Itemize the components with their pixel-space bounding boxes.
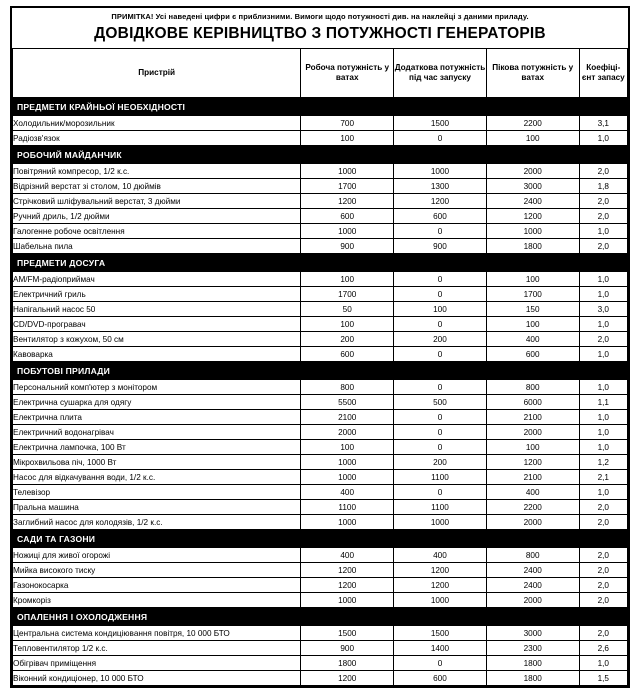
cell-starting-watts: 600 bbox=[394, 671, 487, 686]
cell-surge-factor: 2,0 bbox=[579, 626, 627, 641]
cell-starting-watts: 1500 bbox=[394, 116, 487, 131]
cell-starting-watts: 1300 bbox=[394, 179, 487, 194]
cell-starting-watts: 1200 bbox=[394, 194, 487, 209]
cell-surge-factor: 1,0 bbox=[579, 131, 627, 146]
cell-peak-watts: 2400 bbox=[486, 194, 579, 209]
cell-surge-factor: 1,0 bbox=[579, 224, 627, 239]
cell-starting-watts: 400 bbox=[394, 548, 487, 563]
cell-surge-factor: 1,0 bbox=[579, 347, 627, 362]
cell-device: CD/DVD-програвач bbox=[13, 317, 301, 332]
cell-starting-watts: 200 bbox=[394, 455, 487, 470]
table-row bbox=[13, 179, 628, 194]
cell-peak-watts: 1800 bbox=[486, 239, 579, 254]
table-row bbox=[13, 347, 628, 362]
cell-device: Насос для відкачування води, 1/2 к.с. bbox=[13, 470, 301, 485]
table-row bbox=[13, 593, 628, 608]
note-text: ПРИМІТКА! Усі наведені цифри є приблизними. Вимоги щодо потужності див. на наклейці з даними приладу. bbox=[111, 12, 529, 21]
cell-surge-factor: 2,0 bbox=[579, 209, 627, 224]
cell-starting-watts: 1200 bbox=[394, 563, 487, 578]
cell-surge-factor: 2,0 bbox=[579, 194, 627, 209]
section-header-row bbox=[13, 362, 628, 380]
cell-device: Мийка високого тиску bbox=[13, 563, 301, 578]
cell-peak-watts: 1800 bbox=[486, 671, 579, 686]
cell-peak-watts: 2000 bbox=[486, 515, 579, 530]
table-row bbox=[13, 500, 628, 515]
table-row bbox=[13, 224, 628, 239]
table-row bbox=[13, 470, 628, 485]
cell-starting-watts: 1100 bbox=[394, 500, 487, 515]
cell-peak-watts: 2000 bbox=[486, 425, 579, 440]
cell-starting-watts: 0 bbox=[394, 656, 487, 671]
cell-starting-watts: 600 bbox=[394, 209, 487, 224]
cell-device: Напігальний насос 50 bbox=[13, 302, 301, 317]
cell-starting-watts: 900 bbox=[394, 239, 487, 254]
cell-starting-watts: 0 bbox=[394, 131, 487, 146]
cell-starting-watts: 0 bbox=[394, 224, 487, 239]
cell-peak-watts: 1700 bbox=[486, 287, 579, 302]
table-row bbox=[13, 563, 628, 578]
cell-running-watts: 400 bbox=[301, 485, 394, 500]
cell-peak-watts: 2000 bbox=[486, 164, 579, 179]
cell-device: Шабельна пила bbox=[13, 239, 301, 254]
cell-running-watts: 100 bbox=[301, 131, 394, 146]
cell-running-watts: 1800 bbox=[301, 656, 394, 671]
cell-running-watts: 1000 bbox=[301, 224, 394, 239]
cell-device: Відрізний верстат зі столом, 10 дюймів bbox=[13, 179, 301, 194]
section-title: ПРЕДМЕТИ ДОСУГА bbox=[13, 254, 628, 272]
cell-running-watts: 100 bbox=[301, 272, 394, 287]
cell-device: Пральна машина bbox=[13, 500, 301, 515]
table-row bbox=[13, 287, 628, 302]
cell-surge-factor: 1,0 bbox=[579, 380, 627, 395]
cell-device: Електричний гриль bbox=[13, 287, 301, 302]
page-title: ДОВІДКОВЕ КЕРІВНИЦТВО З ПОТУЖНОСТІ ГЕНЕРАТОРІВ bbox=[94, 25, 546, 42]
cell-surge-factor: 3,1 bbox=[579, 116, 627, 131]
cell-running-watts: 800 bbox=[301, 380, 394, 395]
cell-surge-factor: 2,0 bbox=[579, 332, 627, 347]
cell-surge-factor: 2,0 bbox=[579, 164, 627, 179]
table-row bbox=[13, 641, 628, 656]
cell-peak-watts: 2400 bbox=[486, 578, 579, 593]
section-title: ПОБУТОВІ ПРИЛАДИ bbox=[13, 362, 628, 380]
table-header-row bbox=[13, 49, 628, 98]
cell-peak-watts: 2100 bbox=[486, 470, 579, 485]
cell-peak-watts: 100 bbox=[486, 131, 579, 146]
cell-running-watts: 1200 bbox=[301, 563, 394, 578]
cell-surge-factor: 2,0 bbox=[579, 563, 627, 578]
cell-running-watts: 1700 bbox=[301, 179, 394, 194]
cell-device: Вентилятор з кожухом, 50 см bbox=[13, 332, 301, 347]
cell-peak-watts: 2200 bbox=[486, 500, 579, 515]
cell-surge-factor: 1,0 bbox=[579, 485, 627, 500]
cell-device: АМ/FM-радіоприймач bbox=[13, 272, 301, 287]
cell-surge-factor: 1,2 bbox=[579, 455, 627, 470]
cell-starting-watts: 0 bbox=[394, 317, 487, 332]
cell-peak-watts: 100 bbox=[486, 272, 579, 287]
cell-peak-watts: 2400 bbox=[486, 563, 579, 578]
cell-peak-watts: 1000 bbox=[486, 224, 579, 239]
table-row bbox=[13, 410, 628, 425]
cell-device: Галогенне робоче освітлення bbox=[13, 224, 301, 239]
section-header-row bbox=[13, 146, 628, 164]
section-title: ОПАЛЕННЯ І ОХОЛОДЖЕННЯ bbox=[13, 608, 628, 626]
cell-surge-factor: 2,0 bbox=[579, 548, 627, 563]
cell-running-watts: 1200 bbox=[301, 578, 394, 593]
cell-running-watts: 1700 bbox=[301, 287, 394, 302]
cell-peak-watts: 1800 bbox=[486, 656, 579, 671]
cell-peak-watts: 800 bbox=[486, 548, 579, 563]
cell-peak-watts: 400 bbox=[486, 332, 579, 347]
cell-starting-watts: 1000 bbox=[394, 515, 487, 530]
table-row bbox=[13, 578, 628, 593]
cell-peak-watts: 3000 bbox=[486, 626, 579, 641]
cell-peak-watts: 2100 bbox=[486, 410, 579, 425]
cell-device: Повітряний компресор, 1/2 к.с. bbox=[13, 164, 301, 179]
cell-starting-watts: 1100 bbox=[394, 470, 487, 485]
cell-surge-factor: 1,0 bbox=[579, 410, 627, 425]
section-header-row bbox=[13, 608, 628, 626]
cell-running-watts: 1000 bbox=[301, 164, 394, 179]
table-body bbox=[13, 98, 628, 686]
cell-peak-watts: 100 bbox=[486, 440, 579, 455]
cell-starting-watts: 500 bbox=[394, 395, 487, 410]
cell-surge-factor: 2,0 bbox=[579, 515, 627, 530]
cell-surge-factor: 2,0 bbox=[579, 239, 627, 254]
cell-peak-watts: 150 bbox=[486, 302, 579, 317]
cell-surge-factor: 2,0 bbox=[579, 578, 627, 593]
cell-surge-factor: 1,1 bbox=[579, 395, 627, 410]
table-row bbox=[13, 440, 628, 455]
table-row bbox=[13, 209, 628, 224]
cell-peak-watts: 800 bbox=[486, 380, 579, 395]
power-reference-table bbox=[12, 48, 628, 686]
column-header-starting: Додаткова потужність під час запуску bbox=[394, 49, 487, 98]
cell-peak-watts: 400 bbox=[486, 485, 579, 500]
table-row bbox=[13, 380, 628, 395]
cell-running-watts: 200 bbox=[301, 332, 394, 347]
cell-peak-watts: 1200 bbox=[486, 209, 579, 224]
cell-device: Мікрохвильова піч, 1000 Вт bbox=[13, 455, 301, 470]
table-row bbox=[13, 164, 628, 179]
cell-running-watts: 600 bbox=[301, 347, 394, 362]
cell-surge-factor: 1,0 bbox=[579, 440, 627, 455]
cell-running-watts: 1200 bbox=[301, 671, 394, 686]
cell-device: Кавоварка bbox=[13, 347, 301, 362]
cell-device: Газонокосарка bbox=[13, 578, 301, 593]
cell-running-watts: 5500 bbox=[301, 395, 394, 410]
cell-running-watts: 100 bbox=[301, 317, 394, 332]
cell-device: Ножиці для живої огорожі bbox=[13, 548, 301, 563]
cell-peak-watts: 6000 bbox=[486, 395, 579, 410]
table-row bbox=[13, 272, 628, 287]
cell-starting-watts: 1000 bbox=[394, 593, 487, 608]
cell-running-watts: 600 bbox=[301, 209, 394, 224]
table-row bbox=[13, 548, 628, 563]
column-header-factor: Коефіці-єнт запасу bbox=[579, 49, 627, 98]
cell-peak-watts: 1200 bbox=[486, 455, 579, 470]
cell-peak-watts: 2000 bbox=[486, 593, 579, 608]
section-title: САДИ ТА ГАЗОНИ bbox=[13, 530, 628, 548]
cell-device: Кромкоріз bbox=[13, 593, 301, 608]
cell-running-watts: 1100 bbox=[301, 500, 394, 515]
cell-surge-factor: 2,1 bbox=[579, 470, 627, 485]
cell-starting-watts: 0 bbox=[394, 410, 487, 425]
cell-device: Холодильник/морозильник bbox=[13, 116, 301, 131]
column-header-peak: Пікова потужність у ватах bbox=[486, 49, 579, 98]
cell-running-watts: 1000 bbox=[301, 455, 394, 470]
cell-surge-factor: 1,0 bbox=[579, 425, 627, 440]
cell-running-watts: 1200 bbox=[301, 194, 394, 209]
table-row bbox=[13, 239, 628, 254]
cell-surge-factor: 1,0 bbox=[579, 656, 627, 671]
cell-device: Електричний водонагрівач bbox=[13, 425, 301, 440]
table-row bbox=[13, 515, 628, 530]
table-row bbox=[13, 425, 628, 440]
cell-surge-factor: 2,0 bbox=[579, 500, 627, 515]
cell-running-watts: 900 bbox=[301, 239, 394, 254]
table-row bbox=[13, 395, 628, 410]
cell-starting-watts: 1000 bbox=[394, 164, 487, 179]
document-frame bbox=[10, 6, 630, 688]
cell-device: Радіозв'язок bbox=[13, 131, 301, 146]
cell-starting-watts: 0 bbox=[394, 287, 487, 302]
cell-running-watts: 100 bbox=[301, 440, 394, 455]
cell-device: Персональний комп'ютер з монітором bbox=[13, 380, 301, 395]
cell-device: Обігрівач приміщення bbox=[13, 656, 301, 671]
cell-peak-watts: 3000 bbox=[486, 179, 579, 194]
cell-device: Стрічковий шліфувальний верстат, 3 дюйми bbox=[13, 194, 301, 209]
cell-surge-factor: 1,8 bbox=[579, 179, 627, 194]
cell-running-watts: 700 bbox=[301, 116, 394, 131]
cell-running-watts: 1500 bbox=[301, 626, 394, 641]
cell-starting-watts: 0 bbox=[394, 347, 487, 362]
table-row bbox=[13, 485, 628, 500]
cell-device: Центральна система кондиціювання повітря, 10 000 БТО bbox=[13, 626, 301, 641]
cell-running-watts: 2100 bbox=[301, 410, 394, 425]
cell-starting-watts: 1200 bbox=[394, 578, 487, 593]
cell-starting-watts: 1400 bbox=[394, 641, 487, 656]
cell-starting-watts: 1500 bbox=[394, 626, 487, 641]
cell-starting-watts: 0 bbox=[394, 272, 487, 287]
table-row bbox=[13, 626, 628, 641]
table-row bbox=[13, 671, 628, 686]
cell-surge-factor: 1,0 bbox=[579, 272, 627, 287]
cell-running-watts: 1000 bbox=[301, 593, 394, 608]
table-row bbox=[13, 455, 628, 470]
cell-surge-factor: 3,0 bbox=[579, 302, 627, 317]
cell-starting-watts: 0 bbox=[394, 425, 487, 440]
table-row bbox=[13, 116, 628, 131]
cell-surge-factor: 1,0 bbox=[579, 317, 627, 332]
cell-device: Заглибний насос для колодязів, 1/2 к.с. bbox=[13, 515, 301, 530]
table-row bbox=[13, 317, 628, 332]
section-header-row bbox=[13, 530, 628, 548]
cell-surge-factor: 1,5 bbox=[579, 671, 627, 686]
cell-peak-watts: 2300 bbox=[486, 641, 579, 656]
table-row bbox=[13, 302, 628, 317]
cell-surge-factor: 2,6 bbox=[579, 641, 627, 656]
cell-peak-watts: 100 bbox=[486, 317, 579, 332]
cell-device: Електрична сушарка для одягу bbox=[13, 395, 301, 410]
cell-running-watts: 900 bbox=[301, 641, 394, 656]
table-row bbox=[13, 194, 628, 209]
table-row bbox=[13, 656, 628, 671]
cell-surge-factor: 1,0 bbox=[579, 287, 627, 302]
cell-device: Електрична лампочка, 100 Вт bbox=[13, 440, 301, 455]
cell-device: Електрична плита bbox=[13, 410, 301, 425]
column-header-running: Робоча потужність у ватах bbox=[301, 49, 394, 98]
cell-running-watts: 400 bbox=[301, 548, 394, 563]
cell-surge-factor: 2,0 bbox=[579, 593, 627, 608]
section-header-row bbox=[13, 98, 628, 116]
cell-device: Тепловентилятор 1/2 к.с. bbox=[13, 641, 301, 656]
table-row bbox=[13, 131, 628, 146]
cell-running-watts: 1000 bbox=[301, 470, 394, 485]
cell-starting-watts: 0 bbox=[394, 380, 487, 395]
cell-device: Ручний дриль, 1/2 дюйми bbox=[13, 209, 301, 224]
section-title: ПРЕДМЕТИ КРАЙНЬОЇ НЕОБХІДНОСТІ bbox=[13, 98, 628, 116]
cell-running-watts: 2000 bbox=[301, 425, 394, 440]
cell-starting-watts: 0 bbox=[394, 440, 487, 455]
cell-device: Телевізор bbox=[13, 485, 301, 500]
table-row bbox=[13, 332, 628, 347]
cell-starting-watts: 100 bbox=[394, 302, 487, 317]
cell-device: Віконний кондиціонер, 10 000 БТО bbox=[13, 671, 301, 686]
cell-starting-watts: 0 bbox=[394, 485, 487, 500]
section-title: РОБОЧИЙ МАЙДАНЧИК bbox=[13, 146, 628, 164]
column-header-device: Пристрій bbox=[13, 49, 301, 98]
cell-peak-watts: 2200 bbox=[486, 116, 579, 131]
cell-starting-watts: 200 bbox=[394, 332, 487, 347]
cell-running-watts: 50 bbox=[301, 302, 394, 317]
cell-running-watts: 1000 bbox=[301, 515, 394, 530]
section-header-row bbox=[13, 254, 628, 272]
table-head bbox=[13, 49, 628, 98]
cell-peak-watts: 600 bbox=[486, 347, 579, 362]
